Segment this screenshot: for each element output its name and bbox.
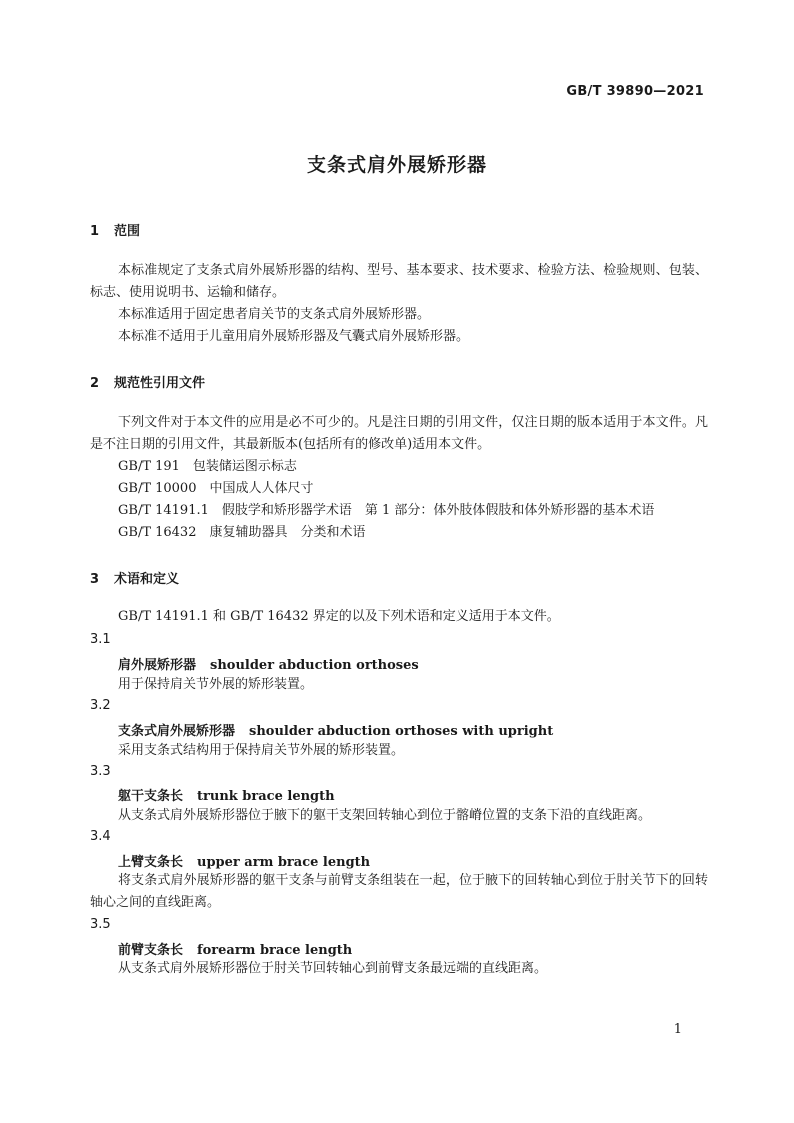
term-heading	[118, 851, 370, 870]
section-1-heading	[90, 220, 140, 239]
term-definition: 从支条式肩外展矫形器位于腋下的躯干支架回转轴心到位于髂嵴位置的支条下沿的直线距离。	[118, 808, 652, 823]
section-1-paragraph-3: 本标准不适用于儿童用肩外展矫形器及气囊式肩外展矫形器。	[118, 329, 470, 344]
section-title: 范围	[114, 224, 141, 239]
term-definition: 将支条式肩外展矫形器的躯干支条与前臂支条组装在一起，位于腋下的回转轴心到位于肘关节下的回转轴心之间的直线距离。	[90, 873, 708, 910]
section-number: 2	[90, 376, 100, 391]
term-definition: 从支条式肩外展矫形器位于肘关节回转轴心到前臂支条最远端的直线距离。	[118, 961, 548, 976]
section-number: 1	[90, 224, 100, 239]
section-2-heading	[90, 372, 205, 391]
term-chinese: 上臂支条长	[118, 855, 184, 870]
section-1-paragraph-1: 本标准规定了支条式肩外展矫形器的结构、型号、基本要求、技术要求、检验方法、检验规则、包装、标志、使用说明书、运输和储存。	[90, 263, 708, 300]
term-heading	[118, 654, 419, 673]
section-3-paragraph-1: GB/T 14191.1 和 GB/T 16432 界定的以及下列术语和定义适用于本文件。	[118, 609, 560, 624]
term-chinese: 支条式肩外展矫形器	[118, 724, 236, 739]
term-english: forearm brace length	[197, 943, 353, 958]
section-1-paragraph-2: 本标准适用于固定患者肩关节的支条式肩外展矫形器。	[118, 307, 431, 322]
reference-item: GB/T 16432 康复辅助器具 分类和术语	[118, 525, 366, 540]
reference-item: GB/T 191 包装储运图示标志	[118, 459, 297, 474]
term-english: shoulder abduction orthoses with upright	[249, 724, 554, 739]
term-chinese: 前臂支条长	[118, 943, 184, 958]
term-number: 3.2	[90, 698, 111, 713]
term-heading	[118, 939, 352, 958]
section-2-paragraph-1: 下列文件对于本文件的应用是必不可少的。凡是注日期的引用文件，仅注日期的版本适用于本文件。凡是不注日期的引用文件，其最新版本(包括所有的修改单)适用本文件。	[90, 415, 708, 452]
term-english: shoulder abduction orthoses	[210, 658, 419, 673]
section-number: 3	[90, 572, 100, 587]
standard-number: GB/T 39890—2021	[566, 84, 704, 99]
term-heading	[118, 785, 335, 804]
term-number: 3.3	[90, 764, 111, 779]
section-3-heading	[90, 568, 179, 587]
term-english: trunk brace length	[197, 789, 335, 804]
term-number: 3.1	[90, 632, 111, 647]
term-heading	[118, 720, 553, 739]
term-english: upper arm brace length	[197, 855, 371, 870]
section-title: 术语和定义	[114, 572, 180, 587]
term-number: 3.4	[90, 829, 111, 844]
page-number: 1	[673, 1022, 682, 1037]
reference-item: GB/T 10000 中国成人人体尺寸	[118, 481, 314, 496]
term-number: 3.5	[90, 917, 111, 932]
reference-item: GB/T 14191.1 假肢学和矫形器学术语 第 1 部分：体外肢体假肢和体外矫形器的基本术语	[118, 503, 655, 518]
document-title: 支条式肩外展矫形器	[306, 154, 487, 176]
term-definition: 采用支条式结构用于保持肩关节外展的矫形装置。	[118, 743, 405, 758]
section-title: 规范性引用文件	[114, 376, 206, 391]
term-chinese: 躯干支条长	[118, 789, 184, 804]
term-chinese: 肩外展矫形器	[118, 658, 197, 673]
term-definition: 用于保持肩关节外展的矫形装置。	[118, 677, 314, 692]
